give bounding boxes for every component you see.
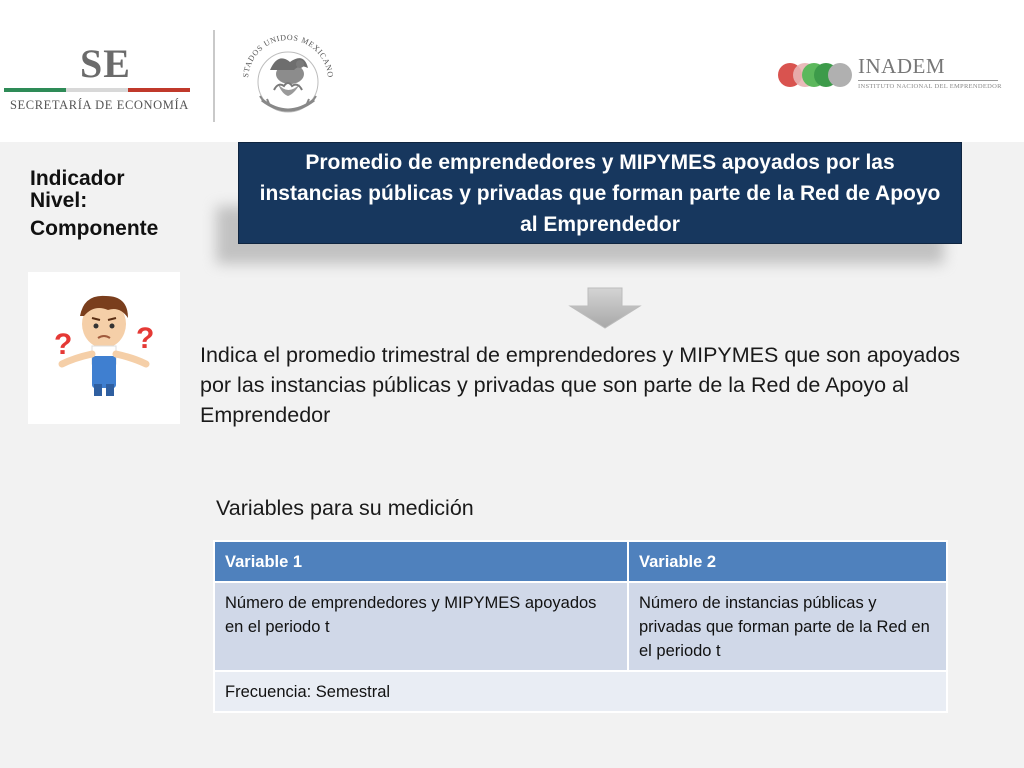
indicator-title: Promedio de emprendedores y MIPYMES apoyados por las instancias públicas y privadas que forman parte de la Red de Apoyo al Emprendedor (238, 142, 962, 244)
se-logo (0, 30, 200, 130)
svg-text:?: ? (136, 322, 155, 355)
frequency-cell: Frecuencia: Semestral (214, 671, 947, 712)
variable-1-description: Número de emprendedores y MIPYMES apoyados en el periodo t (214, 582, 628, 671)
se-logo-name: SECRETARÍA DE ECONOMÍA (10, 98, 189, 112)
indicator-label-line3: Componente (30, 217, 159, 240)
indicator-label-line2: Nivel: (30, 189, 88, 212)
seal-text: STADOS UNIDOS MEXICANO (241, 32, 336, 79)
inadem-subtitle: INSTITUTO NACIONAL DEL EMPRENDEDOR (858, 83, 1002, 90)
indicator-label-line1: Indicador (30, 167, 125, 190)
down-arrow-icon (566, 286, 644, 330)
mexican-national-seal-icon (234, 24, 342, 128)
se-logo-tricolor-line (4, 88, 190, 92)
table-header-row (214, 541, 947, 582)
inadem-name: INADEM (858, 54, 945, 78)
indicator-description: Indica el promedio trimestral de emprendedores y MIPYMES que son apoyados por las instancias públicas y privadas que son parte de la Red de Apoyo al Emprendedor (200, 343, 961, 427)
variables-title: Variables para su medición (216, 496, 474, 520)
svg-text:?: ? (54, 328, 73, 361)
header-bar (0, 0, 1024, 142)
table-header-variable-1: Variable 1 (214, 541, 628, 582)
variable-2-description: Número de instancias públicas y privadas que forman parte de la Red en el periodo t (628, 582, 947, 671)
table-row (214, 582, 947, 671)
inadem-underline (858, 80, 998, 81)
se-logo-mark: SE (80, 41, 131, 86)
inadem-circles-icon (774, 60, 856, 94)
table-row (214, 671, 947, 712)
header-divider (213, 30, 215, 122)
indicator-level-label (30, 168, 190, 240)
inadem-logo (774, 52, 1014, 98)
confused-person-icon (28, 272, 180, 424)
variables-table (213, 540, 948, 713)
table-header-variable-2: Variable 2 (628, 541, 947, 582)
